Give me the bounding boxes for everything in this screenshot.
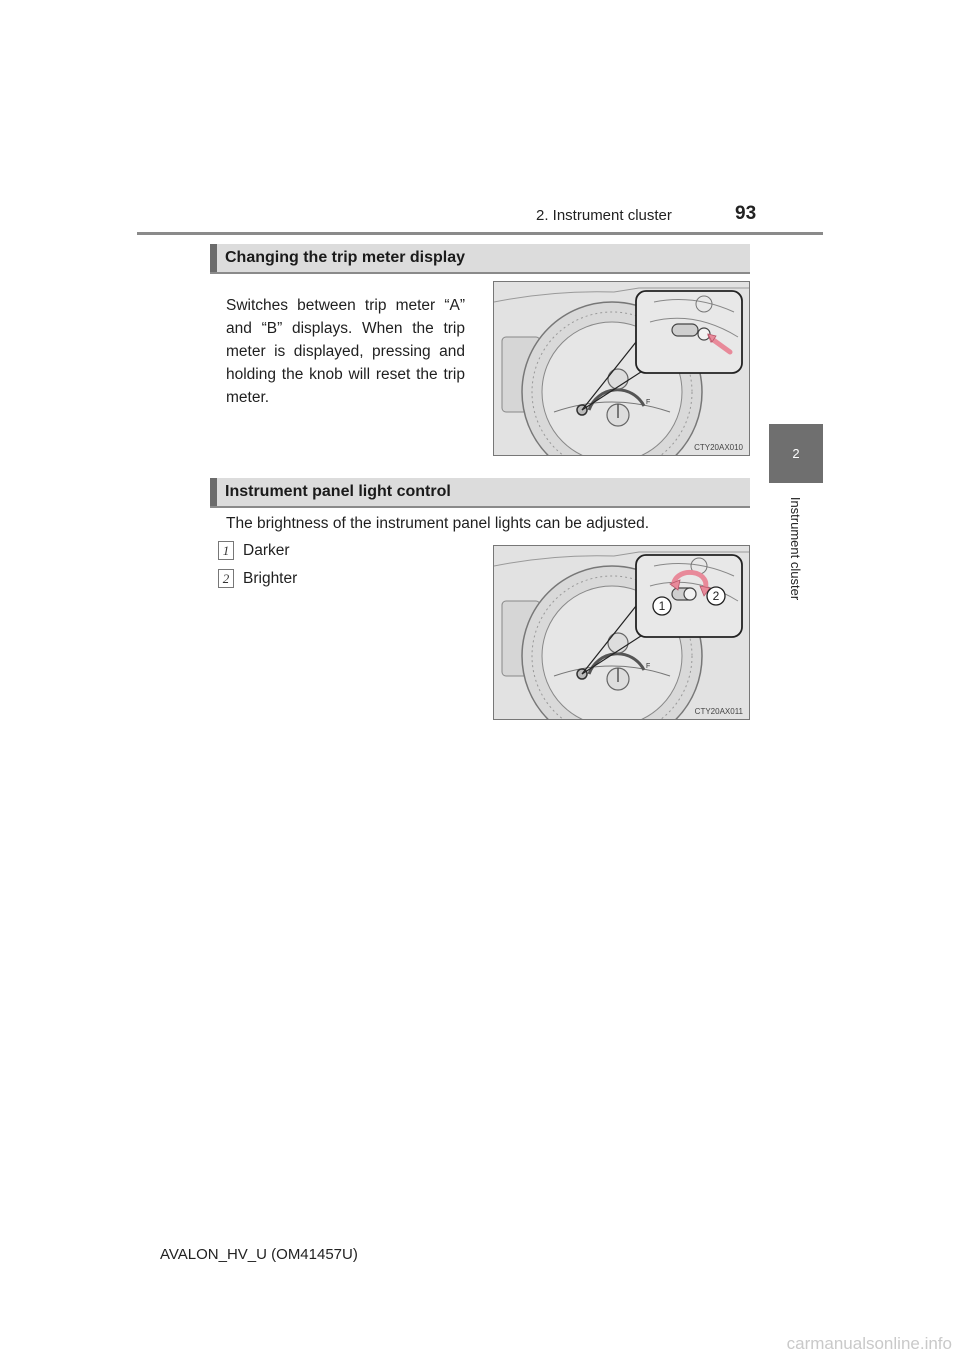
item-label-darker: Darker: [243, 542, 290, 559]
trip-meter-figure: [493, 281, 750, 456]
figure-code: CTY20AX010: [694, 443, 743, 452]
svg-text:F: F: [646, 663, 651, 670]
chapter-tab-title: [769, 486, 823, 610]
item-number: 1: [218, 541, 234, 560]
chapter-tab-title-text: Instrument cluster: [788, 496, 804, 600]
chapter-tab-number: 2: [769, 424, 823, 483]
section-heading-rule: [210, 506, 750, 508]
panel-light-description: The brightness of the instrument panel lights can be adjusted.: [226, 515, 650, 532]
item-label-brighter: Brighter: [243, 570, 298, 587]
section-heading-trip-meter: Changing the trip meter display: [210, 244, 750, 272]
item-number: 2: [218, 569, 234, 588]
footer-model-code: AVALON_HV_U (OM41457U): [160, 1246, 358, 1263]
figure-code: CTY20AX011: [694, 707, 743, 716]
instrument-cluster-illustration: [494, 546, 750, 720]
instrument-cluster-illustration: [494, 282, 750, 456]
header-rule: [137, 232, 823, 235]
watermark: carmanualsonline.info: [786, 1334, 952, 1353]
callout-2: 2: [712, 589, 720, 603]
trip-meter-description: Switches between trip meter “A” and “B” displays. When the trip meter is displayed, pressing and holding the knob will reset the trip meter.: [226, 297, 465, 406]
section-heading-panel-light: Instrument panel light control: [210, 478, 750, 506]
page-number: 93: [735, 203, 757, 224]
running-header-section: 2. Instrument cluster: [536, 207, 672, 224]
panel-light-figure: [493, 545, 750, 720]
svg-text:F: F: [646, 399, 651, 406]
callout-1: 1: [658, 599, 666, 613]
section-heading-rule: [210, 272, 750, 274]
